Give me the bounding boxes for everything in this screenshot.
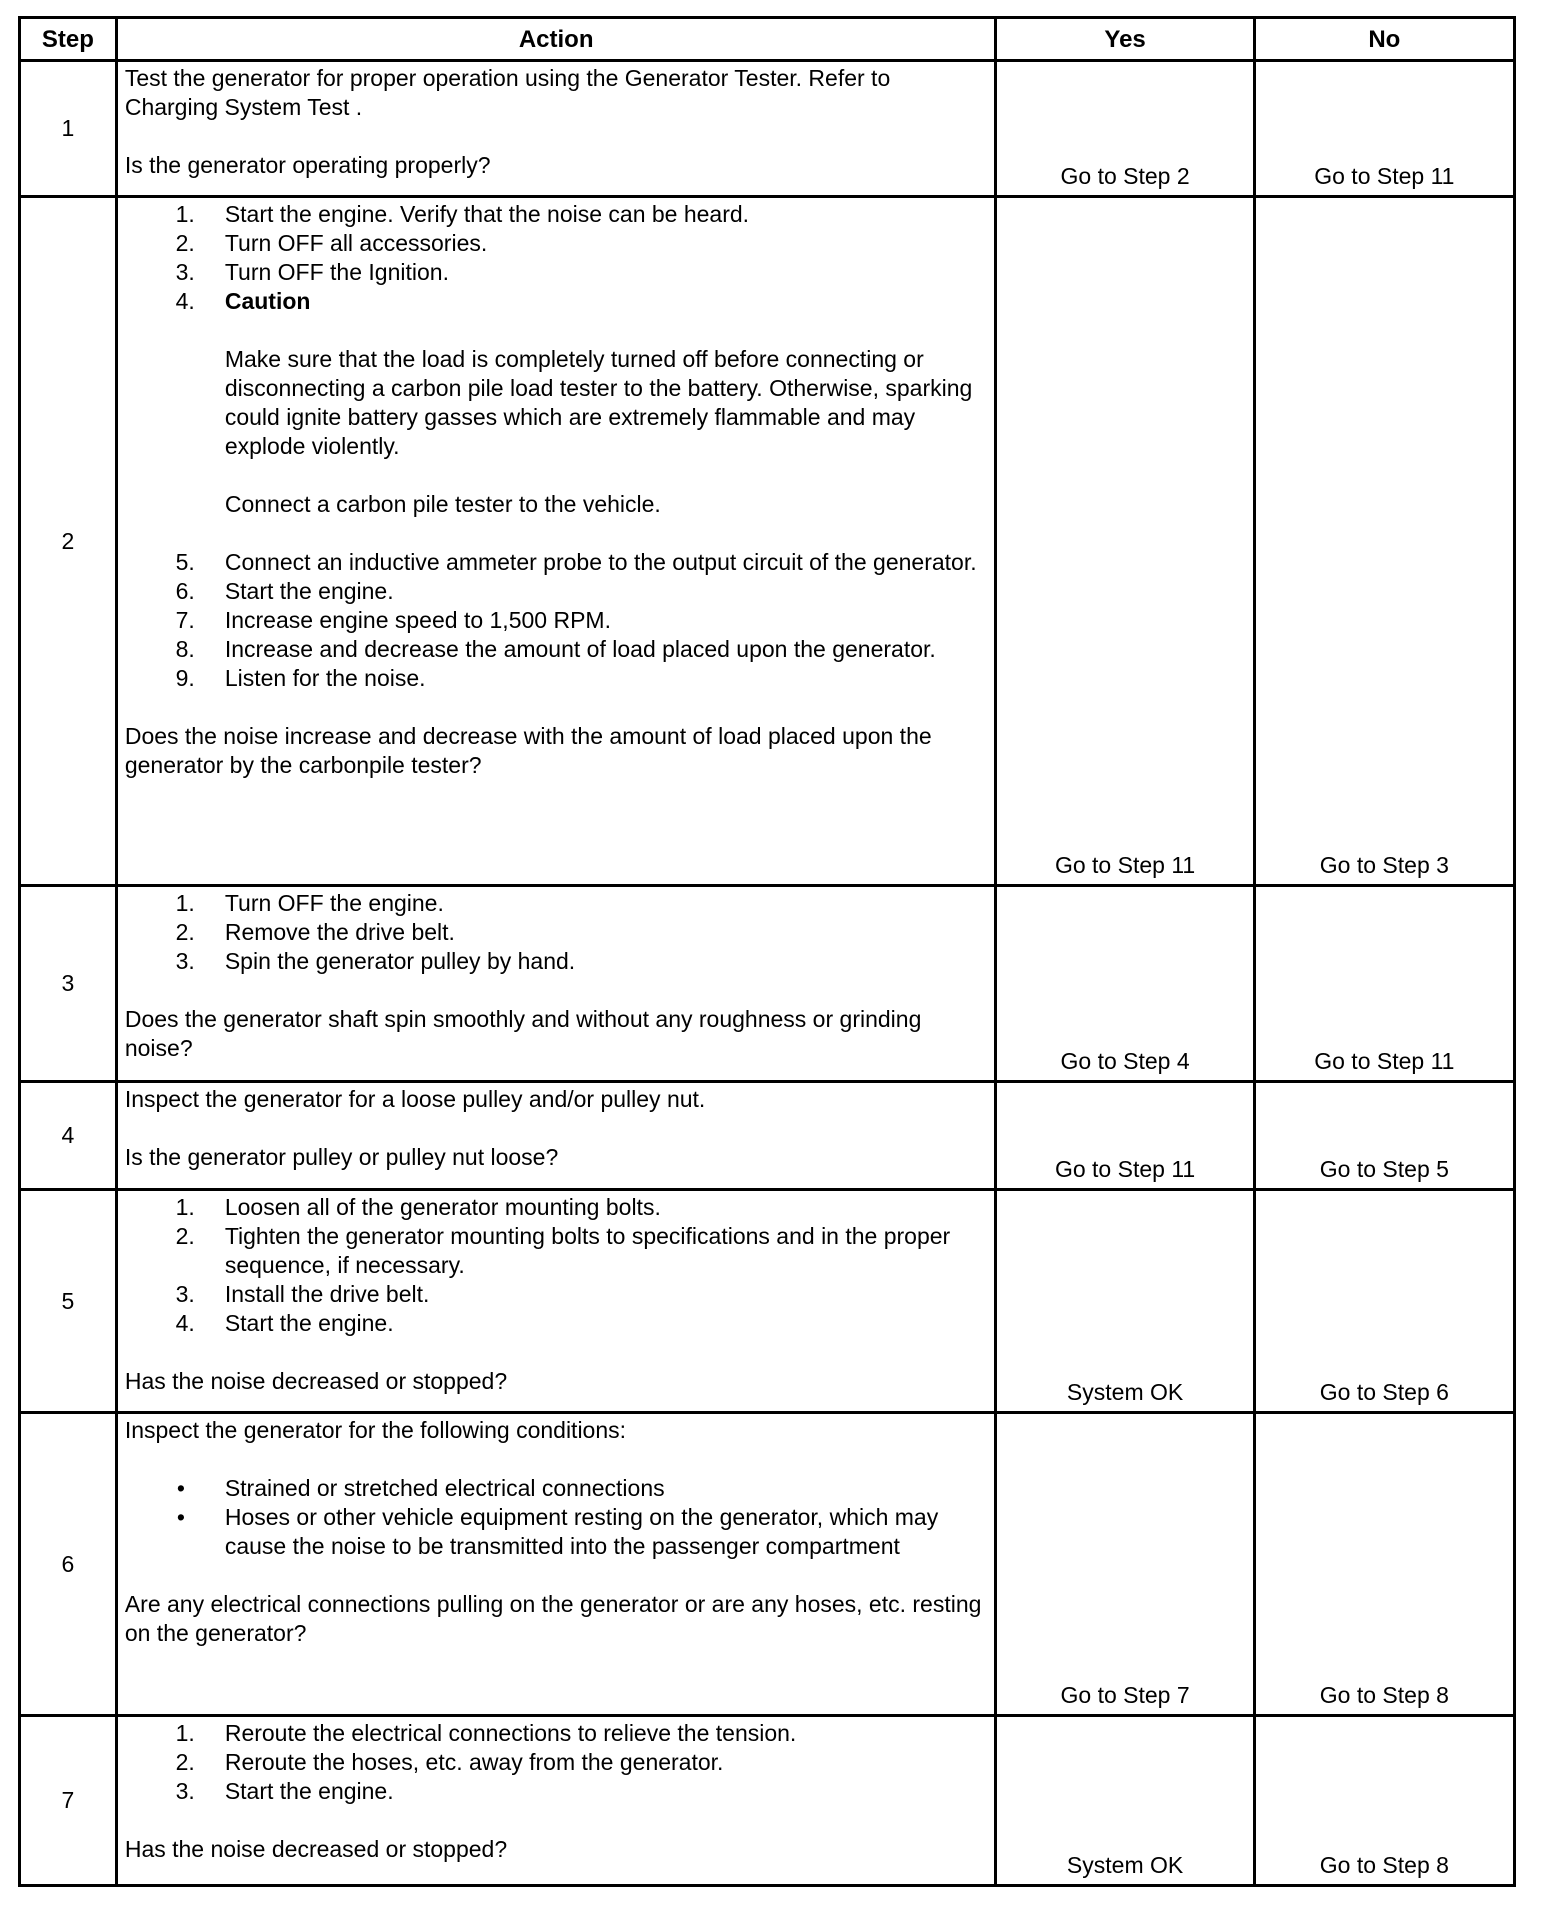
list-item: 3. Spin the generator pulley by hand. [175,948,576,974]
table-row [20,197,1515,886]
list-item: 9. Listen for the noise. [175,665,426,691]
action-cell [116,197,996,886]
no-result: Go to Step 8 [1254,1716,1514,1886]
action-cell [116,1716,996,1886]
yes-result: Go to Step 11 [996,1082,1254,1190]
list-item: 3. Start the engine. [175,1778,394,1804]
list-item: 1. Turn OFF the engine. [175,890,444,916]
yes-result: System OK [996,1716,1254,1886]
table-row [20,1413,1515,1716]
action-intro: Inspect the generator for a loose pulley and/or pulley nut. [124,1086,706,1112]
step-number: 2 [20,197,117,886]
list-item: 2. Reroute the hoses, etc. away from the generator. [175,1749,724,1775]
action-cell [116,1413,996,1716]
list-item: 7. Increase engine speed to 1,500 RPM. [175,607,611,633]
list-item: 4. Start the engine. [175,1310,394,1336]
bullet-icon: • [176,1504,185,1530]
action-cell [116,1082,996,1190]
action-question: Does the generator shaft spin smoothly and without any roughness or grinding noise? [124,1006,922,1061]
list-item: 3. Install the drive belt. [175,1281,430,1307]
list-item: • Strained or stretched electrical connections [125,1474,989,1503]
table-row [20,886,1515,1082]
no-result: Go to Step 11 [1254,61,1514,197]
no-result: Go to Step 3 [1254,197,1514,886]
action-intro: Inspect the generator for the following conditions: [124,1417,627,1443]
action-question: Does the noise increase and decrease with the amount of load placed upon the generator by the carbonpile tester? [124,723,932,778]
bullet-icon: • [176,1475,185,1501]
step-number: 4 [20,1082,117,1190]
list-item: 6. Start the engine. [175,578,394,604]
action-question: Is the generator pulley or pulley nut loose? [124,1144,559,1170]
table-row [20,61,1515,197]
header-action: Action [116,18,996,61]
connect-instruction: Connect a carbon pile tester to the vehicle. [224,491,661,517]
caution-text: Make sure that the load is completely turned off before connecting or disconnecting a carbon pile load tester to the battery. Otherwise, sparking could ignite battery gasses which are extremely flammable and may explode violently. [224,346,973,459]
step-number: 7 [20,1716,117,1886]
step-number: 6 [20,1413,117,1716]
header-yes: Yes [996,18,1254,61]
list-item: 3. Turn OFF the Ignition. [175,259,449,285]
yes-result: Go to Step 4 [996,886,1254,1082]
action-intro: Test the generator for proper operation using the Generator Tester. Refer to Charging System Test . [124,65,891,120]
action-cell [116,886,996,1082]
action-question: Is the generator operating properly? [124,152,491,178]
list-item: 2. Remove the drive belt. [175,919,455,945]
table-row [20,1082,1515,1190]
list-item: 4. Caution [125,287,989,316]
yes-result: System OK [996,1190,1254,1413]
caution-heading: Caution [224,288,311,314]
table-row [20,1190,1515,1413]
list-item: 1. Reroute the electrical connections to relieve the tension. [175,1720,797,1746]
list-item: 2. Turn OFF all accessories. [175,230,488,256]
step-number: 5 [20,1190,117,1413]
list-item: 1. Loosen all of the generator mounting bolts. [175,1194,661,1220]
no-result: Go to Step 6 [1254,1190,1514,1413]
list-item: 2. Tighten the generator mounting bolts to specifications and in the proper sequence, if necessary. [175,1223,951,1278]
diagnostic-steps-table [18,16,1516,1887]
action-question: Has the noise decreased or stopped? [124,1836,508,1862]
header-no: No [1254,18,1514,61]
header-row [20,18,1515,61]
no-result: Go to Step 5 [1254,1082,1514,1190]
list-item: 5. Connect an inductive ammeter probe to the output circuit of the generator. [175,549,977,575]
list-item: 1. Start the engine. Verify that the noise can be heard. [175,201,750,227]
action-cell [116,61,996,197]
yes-result: Go to Step 7 [996,1413,1254,1716]
action-cell [116,1190,996,1413]
header-step: Step [20,18,117,61]
list-item: 8. Increase and decrease the amount of load placed upon the generator. [175,636,936,662]
yes-result: Go to Step 2 [996,61,1254,197]
no-result: Go to Step 8 [1254,1413,1514,1716]
table-row [20,1716,1515,1886]
action-question: Are any electrical connections pulling on the generator or are any hoses, etc. resting on the generator? [124,1591,982,1646]
list-item: • Hoses or other vehicle equipment resting on the generator, which may cause the noise to be transmitted into the passenger compartment [125,1503,989,1561]
step-number: 3 [20,886,117,1082]
action-question: Has the noise decreased or stopped? [124,1368,508,1394]
yes-result: Go to Step 11 [996,197,1254,886]
step-number: 1 [20,61,117,197]
no-result: Go to Step 11 [1254,886,1514,1082]
